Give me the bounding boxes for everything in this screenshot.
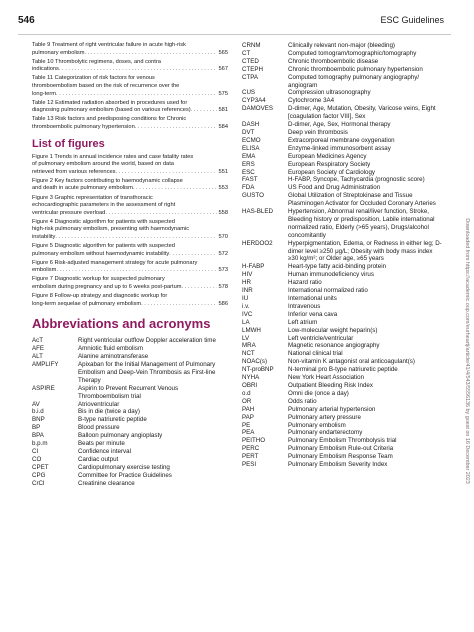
abbreviation-term: AFE [32, 345, 45, 353]
abbreviation-definition: Chronic thromboembolic disease [288, 57, 379, 65]
dot-leader [191, 107, 217, 115]
abbreviation-term: CPG [32, 471, 46, 479]
table-list-entry[interactable] [32, 75, 228, 98]
figure-list-entry-text: Figure 1 Trends in annual incidence rates and case fatality rates [32, 153, 194, 160]
table-list-entry-last-line [32, 107, 228, 115]
left-column [32, 42, 228, 488]
abbreviation-term: FDA [242, 184, 255, 192]
figure-list-entry-text: Figure 8 Follow-up strategy and diagnostic workup for [32, 293, 168, 300]
abbreviation-definition: D-dimer, Age, Sex, Hormonal therapy [288, 121, 391, 129]
figure-list-entry-text: echocardiographic parameters in the assessment of right [32, 202, 176, 209]
abbreviation-term: CrCl [32, 479, 45, 487]
figure-list-entry-text: pulmonary embolism without haemodynamic instability [32, 250, 170, 257]
abbreviation-row [242, 319, 442, 327]
abbreviation-row [242, 358, 442, 366]
figure-list-entry-text: Figure 4 Diagnostic algorithm for patients with suspected [32, 218, 175, 225]
abbreviation-row [242, 422, 442, 430]
abbreviation-term: HAS-BLED [242, 208, 273, 216]
abbreviation-definition: Intravenous [288, 302, 321, 310]
abbreviation-definition: Chronic thromboembolic pulmonary hypertension [288, 65, 423, 73]
figure-list-entry-page: 572 [218, 250, 228, 257]
abbreviation-row [32, 464, 228, 472]
abbreviation-term: CO [32, 455, 42, 463]
abbreviation-definition: Global Utilization of Streptokinase and Tissue Plasminogen Activator for Occluded Coronary Arteries [288, 192, 436, 208]
abbreviation-definition: Cardiac output [78, 455, 119, 463]
abbreviation-row [242, 176, 442, 184]
abbreviation-term: IU [242, 295, 249, 302]
table-list-entry-text: long-term [32, 90, 57, 97]
figure-list-entry-last-line [32, 234, 228, 242]
figure-list-entry[interactable] [32, 293, 228, 308]
tables-list [32, 42, 228, 132]
abbreviation-definition: Creatinine clearance [78, 479, 135, 487]
table-list-entry-page: 575 [218, 90, 228, 97]
table-list-entry-page: 567 [218, 66, 228, 73]
abbreviation-definition: Outpatient Bleeding Risk Index [288, 381, 373, 389]
download-notice [462, 120, 470, 590]
abbreviation-row [242, 208, 442, 240]
table-list-entry-text: pulmonary embolism [32, 49, 85, 56]
dot-leader [56, 91, 216, 99]
abbreviation-term: PEA [242, 429, 255, 437]
abbreviation-definition: Odds ratio [288, 397, 317, 405]
abbreviation-row [32, 416, 228, 424]
abbreviation-definition: Pulmonary Embolism Severity Index [288, 461, 388, 469]
abbreviation-term: AcT [32, 337, 44, 345]
figure-list-entry-text: Figure 6 Risk-adjusted management strategy for acute pulmonary [32, 259, 198, 266]
abbreviation-row [242, 97, 442, 105]
abbreviation-row [32, 401, 228, 409]
abbreviation-row [242, 311, 442, 319]
abbreviation-row [242, 429, 442, 437]
figure-list-entry-text: Figure 7 Diagnostic workup for suspected pulmonary [32, 276, 165, 283]
figure-list-entry[interactable] [32, 260, 228, 275]
table-list-entry-text: thromboembolic pulmonary hypertension [32, 123, 135, 130]
abbreviation-definition: H-FABP, Syncope, Tachycardia (prognostic score) [288, 176, 425, 184]
abbreviation-row [242, 437, 442, 445]
abbreviations-list-right [242, 42, 442, 469]
figure-list-entry-last-line [32, 210, 228, 218]
abbreviation-row [242, 105, 442, 121]
abbreviation-row [242, 382, 442, 390]
dot-leader [56, 267, 216, 275]
abbreviation-term: BP [32, 424, 41, 432]
abbreviation-definition: Beats per minute [78, 440, 125, 448]
table-list-entry[interactable] [32, 100, 228, 115]
abbreviation-term: H-FABP [242, 263, 265, 271]
abbreviation-definition: Computed tomography pulmonary angiography/ angiogram [288, 73, 420, 89]
figure-list-entry[interactable] [32, 243, 228, 258]
abbreviation-row [32, 345, 228, 353]
abbreviation-row [242, 153, 442, 161]
abbreviation-definition: New York Heart Association [288, 374, 365, 382]
abbreviation-definition: International units [288, 295, 337, 302]
abbreviation-row [242, 287, 442, 295]
abbreviation-term: CI [32, 448, 39, 455]
abbreviation-row [242, 342, 442, 350]
table-list-entry-text: Table 12 Estimated radiation absorbed in procedures used for [32, 99, 188, 106]
figure-list-entry-page: 573 [218, 267, 228, 274]
abbreviation-row [32, 456, 228, 464]
abbreviation-term: ALT [32, 353, 43, 361]
figure-list-entry-text: retrieved from various references [32, 168, 116, 175]
abbreviation-definition: Pulmonary Embolism Rule-out Criteria [288, 445, 394, 453]
abbreviation-row [242, 374, 442, 382]
abbreviation-definition: Omni die (once a day) [288, 389, 349, 397]
abbreviation-definition: Inferior vena cava [288, 310, 338, 318]
page-number: 546 [18, 15, 35, 26]
abbreviation-row [242, 169, 442, 177]
abbreviation-row [242, 58, 442, 66]
abbreviation-row [32, 385, 228, 401]
abbreviation-row [242, 406, 442, 414]
abbreviation-term: CTEPH [242, 65, 263, 73]
abbreviation-term: PESI [242, 461, 257, 469]
abbreviation-term: PEITHO [242, 437, 266, 445]
abbreviation-row [242, 89, 442, 97]
abbreviation-row [32, 448, 228, 456]
abbreviation-row [242, 145, 442, 153]
abbreviation-term: ELISA [242, 144, 260, 152]
table-list-entry-last-line [32, 124, 228, 132]
figure-list-entry[interactable] [32, 178, 228, 193]
table-list-entry[interactable] [32, 116, 228, 131]
right-column [242, 42, 442, 469]
abbreviation-term: i.v. [242, 302, 250, 310]
abbreviation-definition: Pulmonary embolism [288, 421, 346, 429]
table-list-entry-text: Table 10 Thrombolytic regimens, doses, and contra [32, 58, 161, 65]
abbreviation-row [242, 366, 442, 374]
figure-list-entry-text: of pulmonary embolism around the world, based on data [32, 161, 174, 168]
abbreviation-row [242, 192, 442, 208]
abbreviation-row [242, 398, 442, 406]
abbreviation-row [32, 353, 228, 361]
dot-leader [84, 50, 216, 58]
abbreviation-definition: Alanine aminotransferase [78, 353, 149, 361]
figure-list-entry-page: 553 [218, 185, 228, 192]
abbreviation-term: b.i.d [32, 408, 44, 416]
abbreviation-term: LA [242, 318, 250, 326]
abbreviation-definition: Extracorporeal membrane oxygenation [288, 136, 395, 144]
abbreviation-term: DAMOVES [242, 105, 273, 113]
abbreviation-row [242, 271, 442, 279]
abbreviation-row [242, 453, 442, 461]
abbreviation-definition: Right ventricular outflow Doppler acceleration time [78, 337, 216, 345]
table-list-entry[interactable] [32, 42, 228, 57]
abbreviation-definition: Amniotic fluid embolism [78, 345, 143, 353]
figure-list-entry-last-line [32, 301, 228, 309]
abbreviation-term: DVT [242, 128, 255, 136]
abbreviation-definition: Pulmonary Embolism Response Team [288, 453, 393, 461]
figure-list-entry-last-line [32, 185, 228, 193]
abbreviation-definition: Pulmonary endarterectomy [288, 429, 363, 437]
abbreviation-row [32, 408, 228, 416]
download-notice-text: Downloaded from https://academic.oup.com/eurheartj/article/41/4/543/5556136 by guest on 16 December 2023 [464, 218, 470, 484]
abbreviation-term: GUSTO [242, 192, 264, 200]
figure-list-entry-text: embolism [32, 267, 57, 274]
table-list-entry-text: Table 9 Treatment of right ventricular failure in acute high-risk [32, 42, 186, 48]
abbreviation-row [242, 303, 442, 311]
abbreviation-definition: US Food and Drug Administration [288, 184, 381, 192]
abbreviation-term: AMPLIFY [32, 361, 59, 369]
abbreviation-term: ECMO [242, 136, 261, 144]
table-list-entry-text: thromboembolism based on the risk of recurrence over the [32, 82, 180, 89]
abbreviation-row [242, 184, 442, 192]
table-list-entry-text: Table 11 Categorization of risk factors for venous [32, 75, 155, 82]
figure-list-entry-last-line [32, 284, 228, 292]
abbreviation-term: EMA [242, 152, 256, 160]
abbreviation-definition: Pulmonary arterial hypertension [288, 405, 376, 413]
table-list-entry-page: 565 [218, 49, 228, 56]
figure-list-entry[interactable] [32, 154, 228, 177]
abbreviation-definition: Human immunodeficiency virus [288, 271, 374, 279]
abbreviation-definition: Pulmonary Embolism Thrombolysis trial [288, 437, 397, 445]
figure-list-entry-text: long-term sequelae of pulmonary embolism [32, 300, 142, 307]
abbreviation-definition: Pulmonary artery pressure [288, 413, 361, 421]
abbreviation-row [32, 472, 228, 480]
abbreviation-row [242, 161, 442, 169]
abbreviation-definition: European Society of Cardiology [288, 168, 376, 176]
dot-leader [182, 284, 217, 292]
abbreviation-row [242, 350, 442, 358]
abbreviation-row [242, 50, 442, 58]
abbreviation-definition: Computed tomogram/tomographic/tomography [288, 49, 417, 57]
abbreviation-row [242, 390, 442, 398]
abbreviation-term: PERC [242, 445, 260, 453]
abbreviation-definition: Apixaban for the Initial Management of Pulmonary Embolism and Deep-Vein Thrombosis as First-line Therapy [78, 361, 216, 384]
figure-list-entry-text: Figure 3 Graphic representation of transthoracic [32, 194, 153, 201]
figure-list-entry-page: 558 [218, 209, 228, 216]
figure-list-entry-text: ventricular pressure overload [32, 209, 106, 216]
abbreviation-definition: Left ventricle/ventricular [288, 334, 354, 342]
abbreviation-definition: Hazard ratio [288, 279, 322, 287]
abbreviation-definition: Non-vitamin K antagonist oral anticoagulant(s) [288, 358, 415, 366]
table-list-entry[interactable] [32, 59, 228, 74]
abbreviation-term: NT-proBNP [242, 366, 274, 374]
dot-leader [105, 210, 216, 218]
dot-leader [169, 251, 216, 259]
abbreviation-term: CPET [32, 463, 49, 471]
abbreviation-definition: Blood pressure [78, 424, 120, 432]
abbreviation-term: NYHA [242, 374, 260, 382]
figure-list-entry-text: high-risk pulmonary embolism, presenting with haemodynamic [32, 226, 190, 233]
abbreviation-definition: Hypertension, Abnormal renal/liver function, Stroke, Bleeding history or predisposition, Labile international normalized ratio, Elderly (>65 years), Drugs/alcohol concomitantly [288, 208, 435, 239]
running-head: ESC Guidelines [380, 15, 444, 25]
table-list-entry-text: diagnosing pulmonary embolism (based on various references) [32, 107, 191, 114]
abbreviation-term: NCT [242, 350, 255, 358]
abbreviation-row [32, 337, 228, 345]
abbreviation-term: HIV [242, 271, 253, 279]
abbreviation-term: LMWH [242, 326, 261, 334]
page-header [0, 0, 474, 30]
abbreviation-definition: Compression ultrasonography [288, 89, 371, 97]
dot-leader [55, 234, 216, 242]
figure-list-entry-page: 578 [218, 284, 228, 291]
abbreviation-term: BPA [32, 432, 44, 440]
abbreviation-term: CYP3A4 [242, 97, 266, 105]
abbreviation-definition: European Medicines Agency [288, 152, 367, 160]
abbreviation-row [32, 424, 228, 432]
table-list-entry-page: 581 [218, 107, 228, 114]
abbreviation-row [242, 240, 442, 264]
abbreviation-term: FAST [242, 176, 258, 184]
abbreviation-definition: Low-molecular weight heparin(s) [288, 326, 378, 334]
abbreviation-term: CTPA [242, 73, 259, 81]
abbreviation-term: PE [242, 421, 251, 429]
abbreviation-row [242, 335, 442, 343]
table-list-entry-last-line [32, 91, 228, 99]
abbreviation-term: OR [242, 397, 252, 405]
abbreviation-definition: Heart-type fatty acid-binding protein [288, 263, 387, 271]
abbreviation-row [242, 279, 442, 287]
figure-list-entry-text: Figure 2 Key factors contributing to haemodynamic collapse [32, 177, 183, 184]
abbreviation-term: BNP [32, 416, 45, 424]
dot-leader [59, 66, 217, 74]
abbreviation-term: AV [32, 400, 40, 408]
abbreviation-term: ASPIRE [32, 384, 55, 392]
abbreviation-term: MRA [242, 342, 256, 350]
abbreviation-definition: Magnetic resonance angiography [288, 342, 380, 350]
abbreviation-term: ERS [242, 160, 255, 168]
abbreviation-definition: National clinical trial [288, 350, 343, 358]
abbreviation-definition: B-type natriuretic peptide [78, 416, 147, 424]
figure-list-entry-last-line [32, 251, 228, 259]
abbreviation-term: PERT [242, 453, 259, 461]
figure-list-entry[interactable] [32, 195, 228, 218]
abbreviation-term: CT [242, 49, 251, 57]
abbreviation-term: CUS [242, 89, 256, 97]
abbreviation-row [242, 461, 442, 469]
abbreviation-term: CRNM [242, 42, 261, 49]
abbreviation-definition: Atrioventricular [78, 400, 120, 408]
abbreviation-term: CTED [242, 57, 259, 65]
abbreviation-term: HERDOO2 [242, 239, 273, 247]
abbreviation-row [242, 414, 442, 422]
abbreviation-definition: Cardiopulmonary exercise testing [78, 463, 170, 471]
figure-list-entry-last-line [32, 169, 228, 177]
abbreviation-row [242, 121, 442, 129]
abbreviations-list-left [32, 337, 228, 487]
abbreviation-definition: N-terminal pro B-type natriuretic peptide [288, 366, 398, 374]
abbreviation-row [242, 137, 442, 145]
figure-list-entry-page: 586 [218, 300, 228, 307]
abbreviation-row [32, 440, 228, 448]
abbreviation-row [242, 66, 442, 74]
table-list-entry-last-line [32, 50, 228, 58]
figure-list-entry[interactable] [32, 276, 228, 291]
abbreviations-heading: Abbreviations and acronyms [32, 316, 211, 332]
abbreviation-definition: Clinically relevant non-major (bleeding) [288, 42, 395, 49]
table-list-entry-text: Table 13 Risk factors and predisposing conditions for Chronic [32, 116, 187, 123]
table-list-entry-last-line [32, 66, 228, 74]
abbreviation-definition: Aspirin to Prevent Recurrent Venous Thromboembolism trial [78, 384, 179, 400]
abbreviation-term: INR [242, 287, 253, 295]
abbreviation-term: LV [242, 334, 250, 342]
abbreviation-definition: European Respiratory Society [288, 160, 371, 168]
figure-list-entry-text: Figure 5 Diagnostic algorithm for patients with suspected [32, 243, 175, 250]
abbreviation-term: o.d [242, 389, 251, 397]
abbreviation-definition: Committee for Practice Guidelines [78, 471, 172, 479]
table-list-entry-page: 584 [218, 123, 228, 130]
abbreviation-term: PAP [242, 413, 254, 421]
abbreviation-row [32, 432, 228, 440]
abbreviation-term: PAH [242, 405, 255, 413]
abbreviation-row [242, 263, 442, 271]
abbreviation-row [242, 295, 442, 303]
abbreviation-term: ESC [242, 168, 255, 176]
abbreviation-definition: International normalized ratio [288, 287, 368, 295]
abbreviation-term: OBRI [242, 381, 258, 389]
abbreviation-term: HR [242, 279, 251, 287]
dot-leader [141, 301, 216, 309]
dot-leader [115, 169, 216, 177]
abbreviation-definition: Deep vein thrombosis [288, 128, 348, 136]
table-list-entry-text: indications [32, 66, 59, 73]
figures-list [32, 154, 228, 309]
figure-list-entry-page: 570 [218, 233, 228, 240]
figure-list-entry-text: and death in acute pulmonary embolism [32, 185, 133, 192]
abbreviation-term: DASH [242, 121, 260, 129]
abbreviation-definition: Hyperpigmentation, Edema, or Redness in either leg; D-dimer level ≥250 μg/L; Obesity with body mass index ≥30 kg/m²; or Older age, ≥65 years [288, 239, 442, 263]
abbreviation-definition: D-dimer, Age, Mutation, Obesity, Varicose veins, Eight [coagulation factor VIII], Sex [288, 105, 436, 121]
abbreviation-definition: Confidence interval [78, 448, 131, 455]
dot-leader [135, 124, 217, 132]
abbreviation-term: NOAC(s) [242, 358, 268, 366]
abbreviation-term: b.p.m [32, 440, 48, 448]
abbreviation-row [242, 445, 442, 453]
abbreviation-row [242, 74, 442, 90]
abbreviation-definition: Enzyme-linked immunosorbent assay [288, 144, 391, 152]
figure-list-entry[interactable] [32, 219, 228, 242]
abbreviation-row [242, 327, 442, 335]
header-rule [18, 34, 451, 35]
figures-heading: List of figures [32, 137, 105, 150]
abbreviation-definition: Bis in die (twice a day) [78, 408, 140, 416]
figure-list-entry-text: instability [32, 233, 56, 240]
abbreviation-row [32, 361, 228, 385]
abbreviation-row [242, 129, 442, 137]
figure-list-entry-last-line [32, 267, 228, 275]
abbreviation-row [32, 480, 228, 488]
abbreviation-term: IVC [242, 310, 253, 318]
figure-list-entry-text: embolism during pregnancy and up to 6 weeks post-partum [32, 284, 182, 291]
dot-leader [133, 185, 217, 193]
abbreviation-definition: Balloon pulmonary angioplasty [78, 432, 163, 440]
abbreviation-row [242, 42, 442, 50]
abbreviation-definition: Left atrium [288, 318, 318, 326]
abbreviation-definition: Cytochrome 3A4 [288, 97, 335, 105]
figure-list-entry-page: 551 [218, 168, 228, 175]
